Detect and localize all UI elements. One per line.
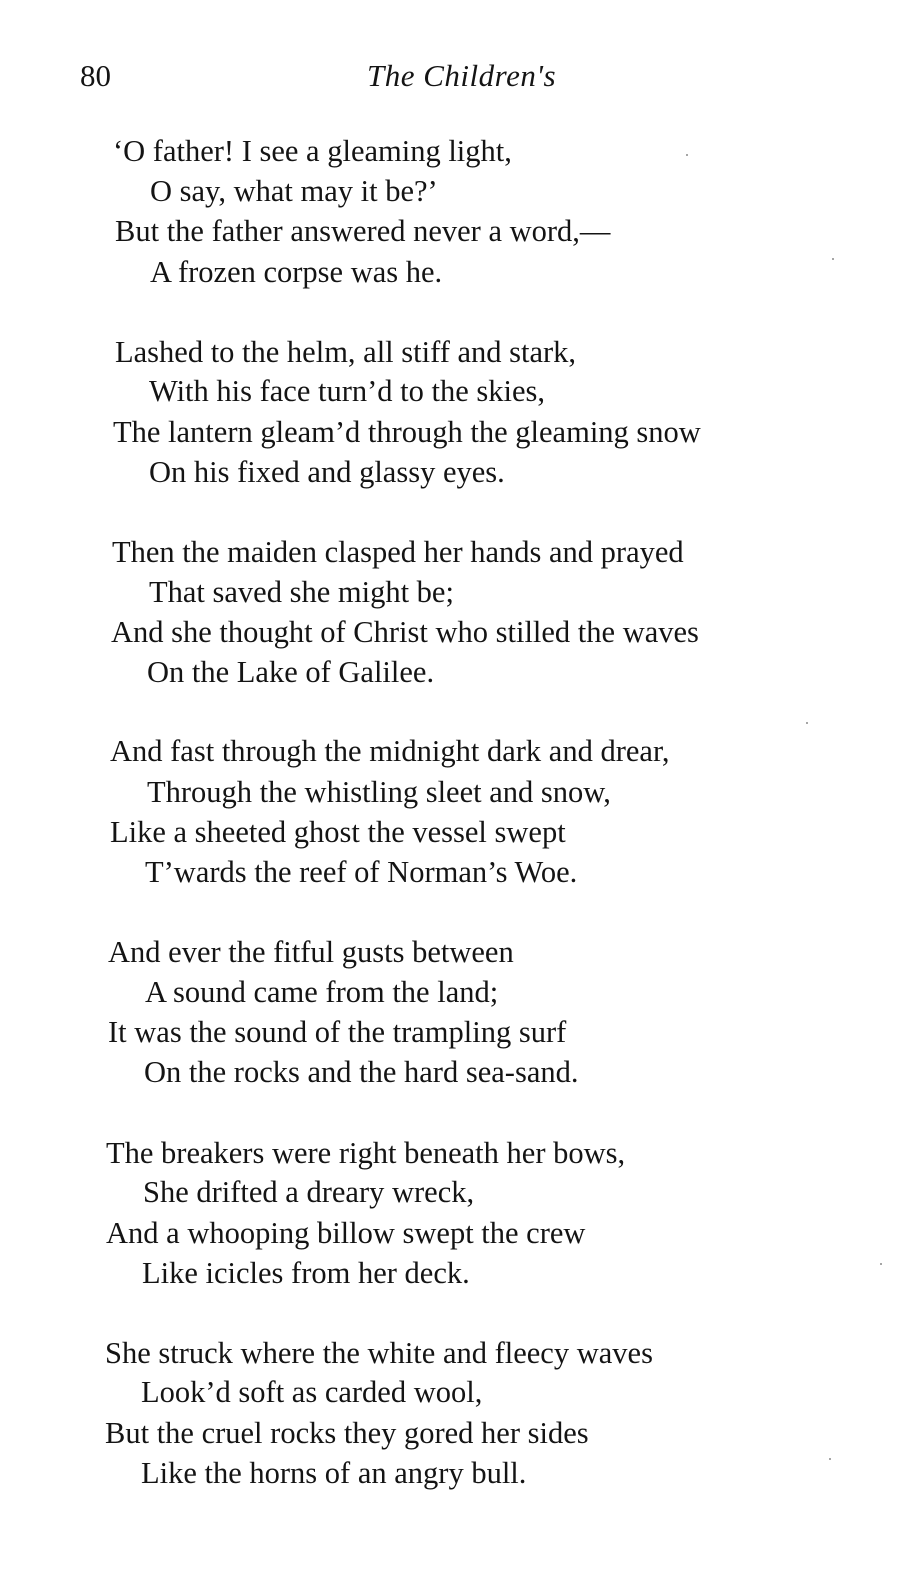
poem-line: O say, what may it be?’ [150,174,438,208]
poem-line: T’wards the reef of Norman’s Woe. [145,855,578,889]
poem-line: Look’d soft as carded wool, [141,1375,483,1409]
print-speck [686,154,688,156]
poem-line: But the cruel rocks they gored her sides [105,1416,589,1450]
poem-line: On the Lake of Galilee. [147,655,435,689]
print-speck [880,1263,882,1265]
poem-line: The lantern gleam’d through the gleaming snow [113,415,701,449]
poem-line: And a whooping billow swept the crew [106,1216,586,1250]
poem-line: Like the horns of an angry bull. [141,1456,527,1490]
poem-line: A frozen corpse was he. [150,255,443,289]
poem-line: Through the whistling sleet and snow, [147,775,611,809]
poem-line: It was the sound of the trampling surf [108,1015,567,1049]
poem-line: Then the maiden clasped her hands and prayed [112,535,684,569]
poem-line: She drifted a dreary wreck, [143,1175,475,1209]
poem-line: The breakers were right beneath her bows, [106,1136,626,1170]
poem-line: A sound came from the land; [145,975,499,1009]
poem-line: And ever the fitful gusts between [108,935,514,969]
poem-line: That saved she might be; [149,575,454,609]
poem-line: With his face turn’d to the skies, [149,374,546,408]
print-speck [829,1458,831,1460]
poem-line: Like icicles from her deck. [142,1256,470,1290]
print-speck [806,722,808,724]
poem-line: ‘O father! I see a gleaming light, [113,134,512,168]
poem-line: But the father answered never a word,— [115,214,611,248]
page-number: 80 [80,58,111,93]
poem-line: And she thought of Christ who stilled the waves [111,615,699,649]
poem-line: Like a sheeted ghost the vessel swept [110,815,566,849]
print-speck [832,258,834,260]
poem-line: On his fixed and glassy eyes. [149,455,505,489]
running-title: The Children's [367,58,557,93]
poem-line: Lashed to the helm, all stiff and stark, [115,335,577,369]
poem-line: And fast through the midnight dark and drear, [110,734,670,768]
poem-line: She struck where the white and fleecy waves [105,1336,653,1370]
poem-line: On the rocks and the hard sea-sand. [144,1055,579,1089]
